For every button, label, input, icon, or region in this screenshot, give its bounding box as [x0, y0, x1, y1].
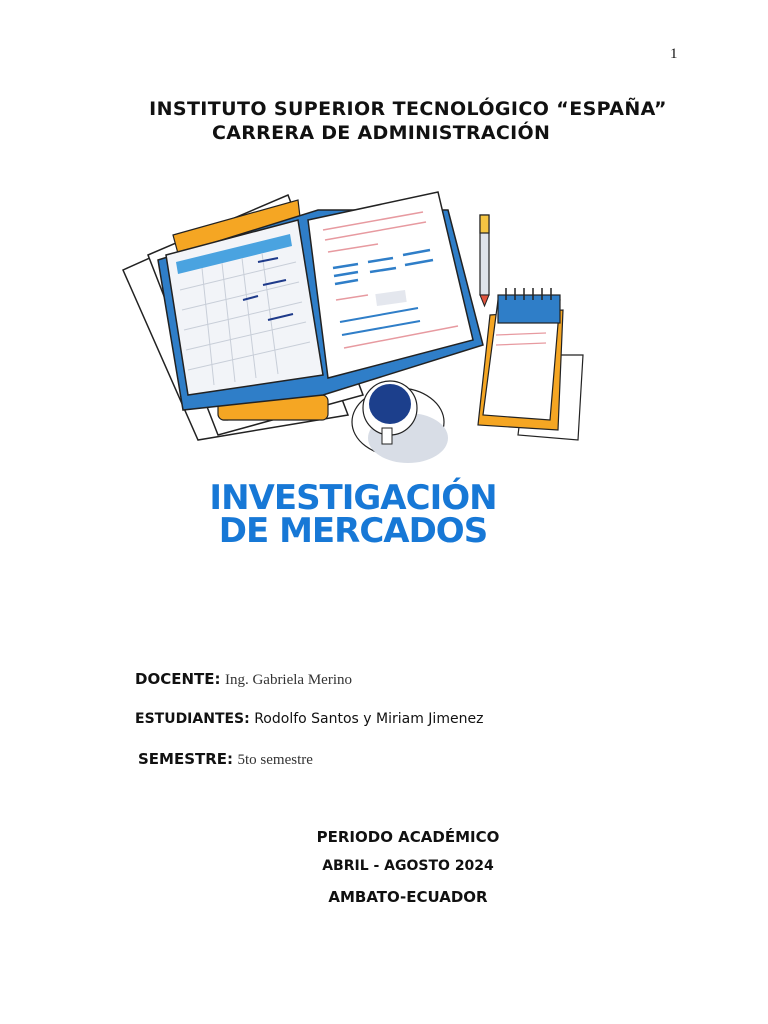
pencil-icon	[480, 215, 489, 306]
career-title: CARRERA DE ADMINISTRACIÓN	[212, 122, 551, 144]
period-location: AMBATO-ECUADOR	[328, 888, 488, 906]
cover-title-line1: INVESTIGACIÓN	[209, 478, 497, 518]
coffee-cup-icon	[352, 381, 448, 463]
semestre-value: 5to semestre	[237, 752, 313, 768]
institution-title: INSTITUTO SUPERIOR TECNOLÓGICO “ESPAÑA”	[149, 98, 667, 120]
estudiantes-field	[135, 711, 483, 727]
docente-value: Ing. Gabriela Merino	[224, 672, 352, 688]
estudiantes-value: Rodolfo Santos y Miriam Jimenez	[254, 711, 484, 727]
estudiantes-label: ESTUDIANTES:	[135, 711, 250, 727]
semestre-field	[138, 750, 313, 769]
cover-title-line2: DE MERCADOS	[218, 511, 488, 551]
docente-field	[135, 670, 352, 689]
notepad-icon	[478, 288, 583, 440]
period-label: PERIODO ACADÉMICO	[316, 828, 500, 846]
page-number: 1	[670, 46, 678, 62]
period-range: ABRIL - AGOSTO 2024	[322, 858, 494, 874]
docente-label: DOCENTE:	[135, 670, 221, 688]
semestre-label: SEMESTRE:	[138, 750, 234, 768]
